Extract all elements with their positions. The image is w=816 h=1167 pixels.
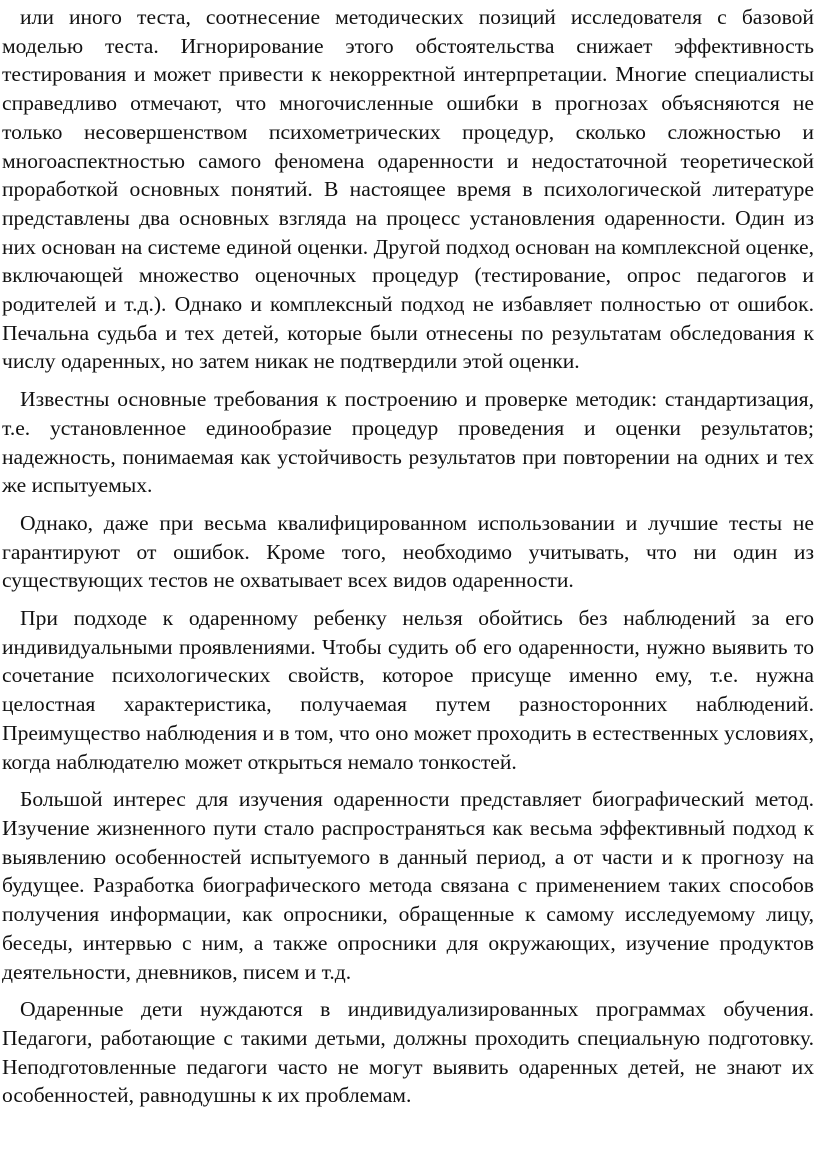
paragraph-1: или иного теста, соотнесение методических позиций исследователя с базовой моделью теста. Игнорирование этого обстоятельства снижает эффективность тестирования и может привести к некорректной интерпретации. Многие специалисты справедливо отмечают, что многочисленные ошибки в прогнозах объясняются не только несовершенством психометрических процедур, сколько сложностью и многоаспектностью самого феномена одаренности и недостаточной теоретической проработкой основных понятий. В настоящее время в психологической литературе представлены два основных взгляда на процесс установления одаренности. Один из них основан на системе единой оценки. Другой подход основан на комплексной оценке, включающей множество оценочных процедур (тестирование, опрос педагогов и родителей и т.д.). Однако и комплексный подход не избавляет полностью от ошибок. Печальна судьба и тех детей, которые были отнесены по результатам обследования к числу одаренных, но затем никак не подтвердили этой оценки. (2, 5, 814, 374)
paragraph-3: Однако, даже при весьма квалифицированном использовании и лучшие тесты не гарантируют от ошибок. Кроме того, необходимо учитывать, что ни один из существующих тестов не охватывает всех видов одаренности. (2, 510, 814, 593)
paragraph-5: Большой интерес для изучения одаренности представляет биографический метод. Изучение жизненного пути стало распространяться как весьма эффективный подход к выявлению особенностей испытуемого в данный период, а от части и к прогнозу на будущее. Разработка биографического метода связана с применением таких способов получения информации, как опросники, обращенные к самому исследуемому лицу, беседы, интервью с ним, а также опросники для окружающих, изучение продуктов деятельности, дневников, писем и т.д. (2, 787, 814, 984)
paragraph-6: Одаренные дети нуждаются в индивидуализированных программах обучения. Педагоги, работающие с такими детьми, должны проходить специальную подготовку. Неподготовленные педагоги часто не могут выявить одаренных детей, не знают их особенностей, равнодушны к их проблемам. (2, 997, 814, 1108)
paragraph-4: При подходе к одаренному ребенку нельзя обойтись без наблюдений за его индивидуальными проявлениями. Чтобы судить об его одаренности, нужно выявить то сочетание психологических свойств, которое присуще именно ему, т.е. нужна целостная характеристика, получаемая путем разносторонних наблюдений. Преимущество наблюдения и в том, что оно может проходить в естественных условиях, когда наблюдателю может открыться немало тонкостей. (2, 606, 814, 774)
paragraph-2: Известны основные требования к построению и проверке методик: стандартизация, т.е. установленное единообразие процедур проведения и оценки результатов; надежность, понимаемая как устойчивость результатов при повторении на одних и тех же испытуемых. (2, 387, 814, 498)
